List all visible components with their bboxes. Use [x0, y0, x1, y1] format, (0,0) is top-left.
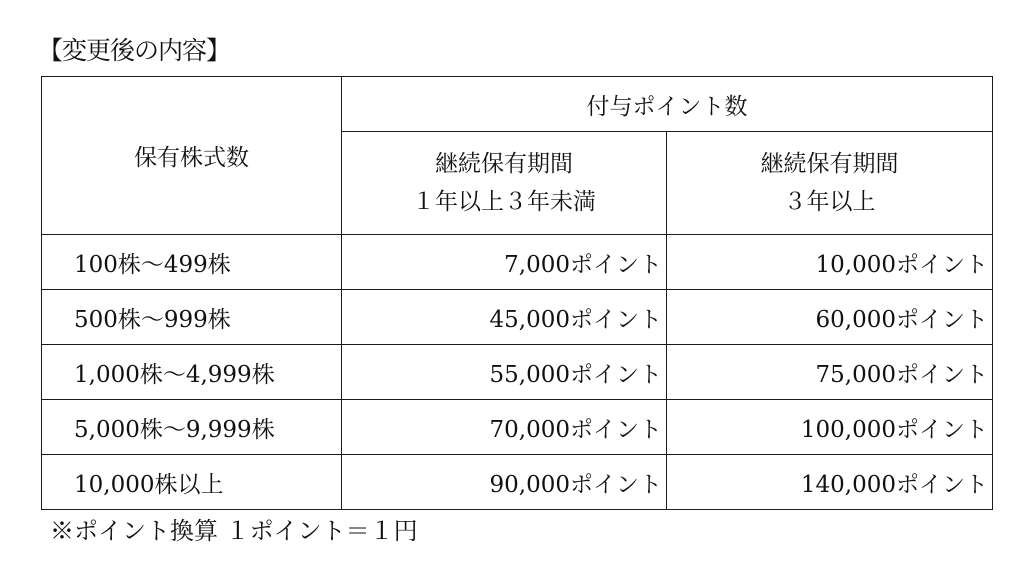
points-long-cell: 140,000ポイント — [667, 455, 993, 510]
shares-cell: 1,000株〜4,999株 — [42, 345, 342, 400]
shares-cell: 5,000株〜9,999株 — [42, 400, 342, 455]
points-short-cell: 7,000ポイント — [342, 235, 667, 290]
points-short-cell: 45,000ポイント — [342, 290, 667, 345]
table-row — [42, 235, 993, 290]
table-row — [42, 455, 993, 510]
table-header-row — [42, 77, 993, 132]
points-short-cell: 70,000ポイント — [342, 400, 667, 455]
header-shares: 保有株式数 — [42, 77, 342, 235]
conversion-note: ※ポイント換算 １ポイント＝１円 — [50, 517, 418, 545]
header-period-short — [342, 132, 667, 235]
points-long-cell: 60,000ポイント — [667, 290, 993, 345]
table-row — [42, 290, 993, 345]
points-table — [41, 76, 993, 510]
points-long-cell: 75,000ポイント — [667, 345, 993, 400]
header-period-long-line1: 継続保有期間 — [760, 151, 899, 177]
header-period-short-line2: １年以上３年未満 — [412, 189, 596, 215]
header-points: 付与ポイント数 — [342, 77, 993, 132]
shares-cell: 500株〜999株 — [42, 290, 342, 345]
table-row — [42, 345, 993, 400]
section-heading: 【変更後の内容】 — [38, 36, 231, 65]
shares-cell: 10,000株以上 — [42, 455, 342, 510]
header-period-long-line2: ３年以上 — [783, 189, 876, 215]
points-long-cell: 100,000ポイント — [667, 400, 993, 455]
points-long-cell: 10,000ポイント — [667, 235, 993, 290]
header-period-short-line1: 継続保有期間 — [435, 151, 573, 177]
header-period-long — [667, 132, 993, 235]
points-short-cell: 55,000ポイント — [342, 345, 667, 400]
points-short-cell: 90,000ポイント — [342, 455, 667, 510]
shares-cell: 100株〜499株 — [42, 235, 342, 290]
table-row — [42, 400, 993, 455]
